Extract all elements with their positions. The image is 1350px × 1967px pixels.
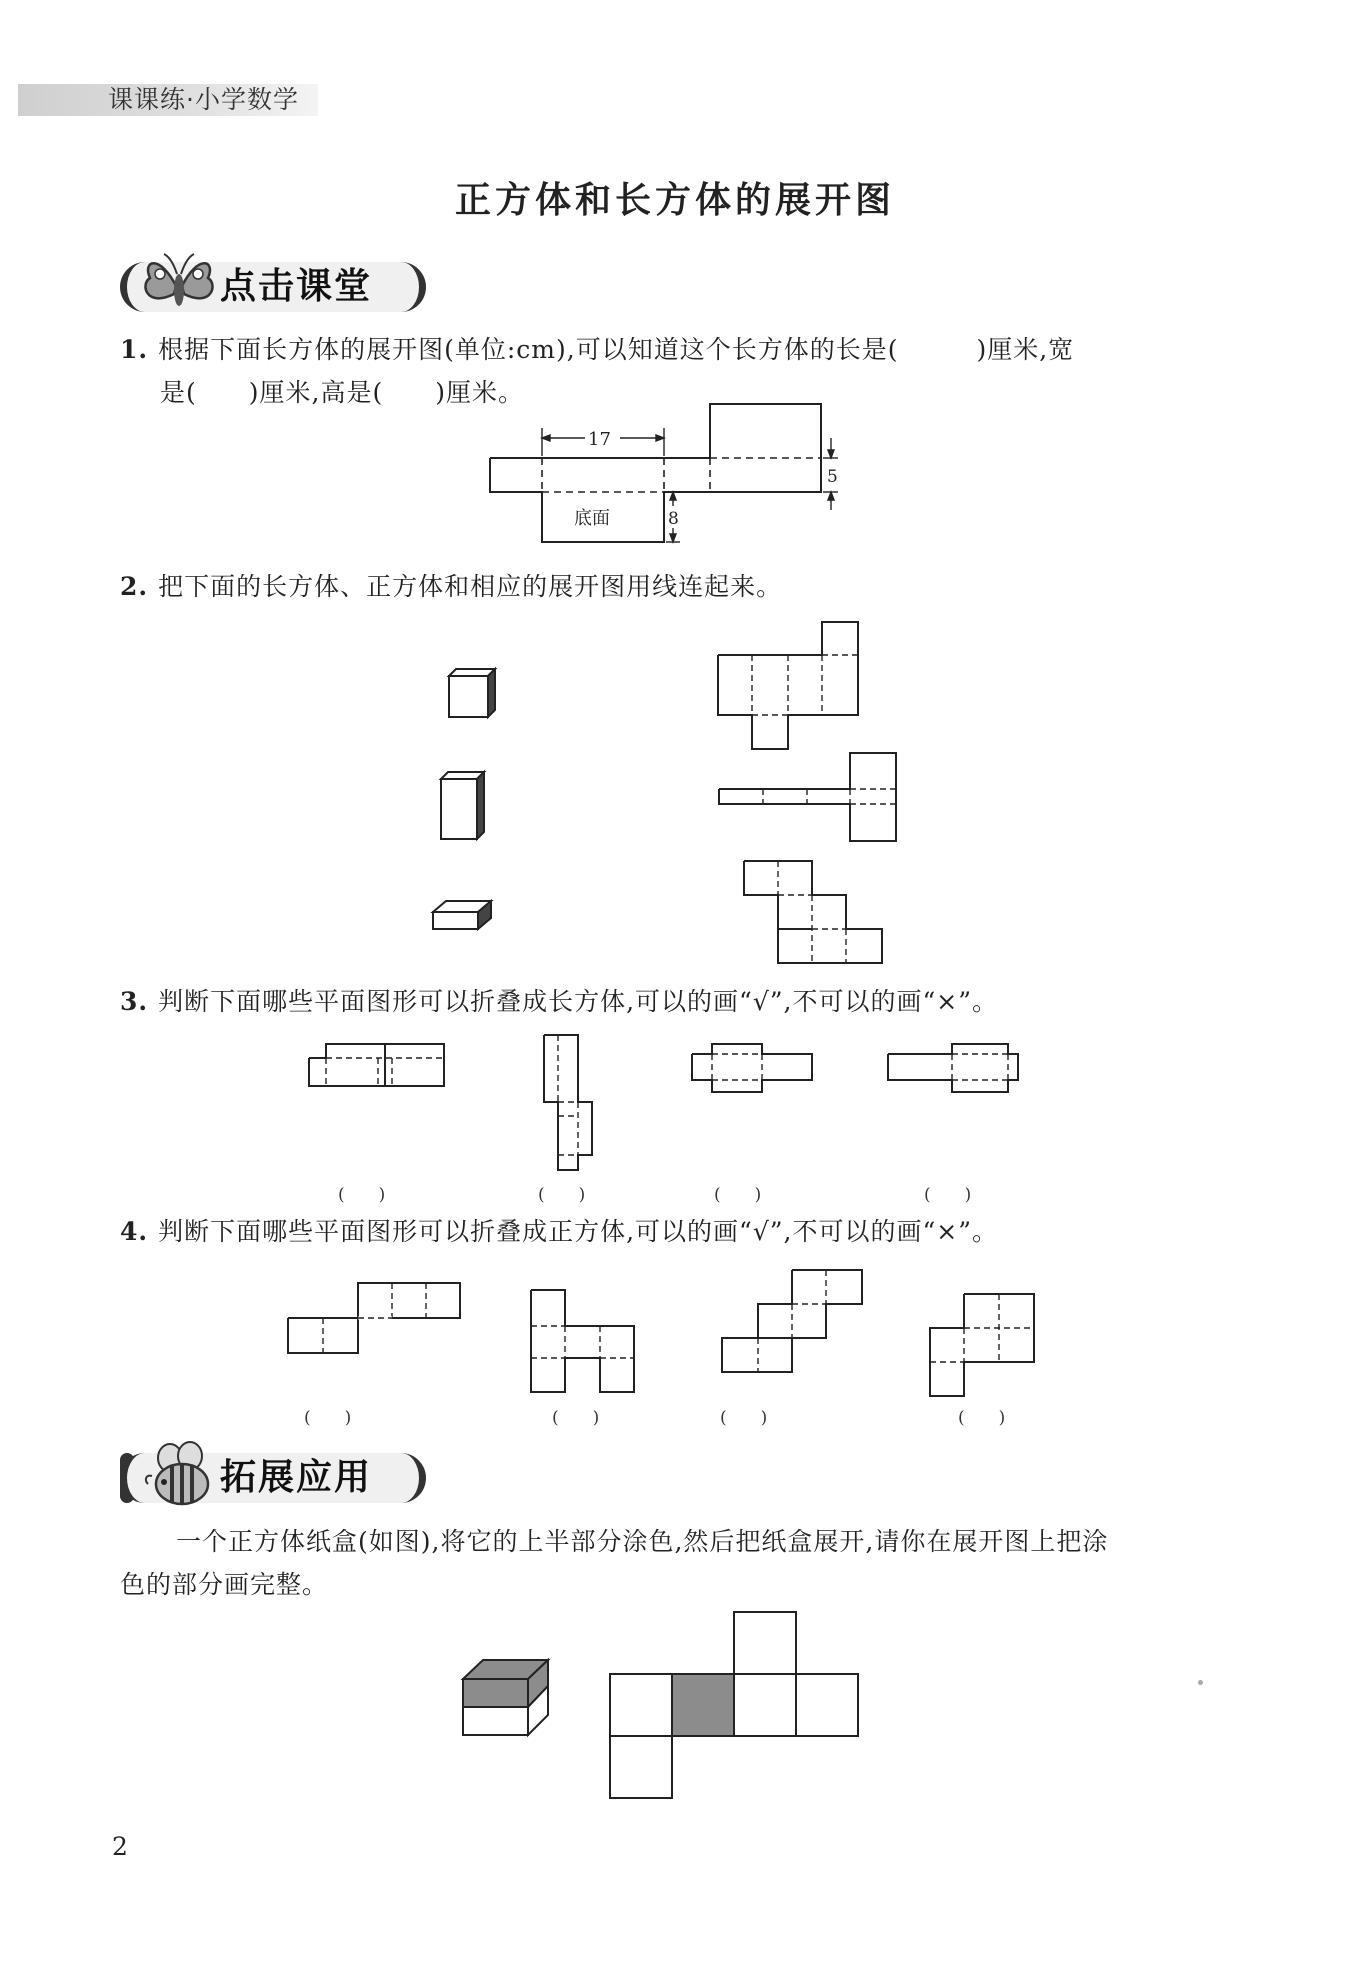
page-title: 正方体和长方体的展开图 [454,180,895,221]
extension-line1: 一个正方体纸盒(如图),将它的上半部分涂色,然后把纸盒展开,请你在展开图上把涂 [176,1527,1109,1556]
book-title: 课课练·小学数学 [108,85,299,114]
question-2 [120,565,782,608]
cube-solid [440,665,500,725]
tall-cuboid-solid [434,767,494,845]
bottom-face-label: 底面 [574,508,610,529]
section-label-classroom: 点击课堂 [220,266,373,307]
q3-answer-blank-2[interactable]: ( ) [538,1185,586,1205]
question-text: 根据下面长方体的展开图(单位:cm),可以知道这个长方体的长是( )厘米,宽 [158,335,1075,364]
q4-answer-blank-2[interactable]: ( ) [552,1408,600,1428]
q4-answer-blank-4[interactable]: ( ) [958,1408,1006,1428]
dim-length-label: 17 [588,429,611,450]
bee-icon [142,1440,218,1510]
flat-cuboid-solid [428,896,498,936]
question-3 [120,980,998,1023]
q3-net-c [688,1042,818,1097]
q2-net-c [738,857,888,969]
extension-line2: 色的部分画完整。 [120,1570,329,1599]
butterfly-icon [140,248,218,318]
question-text: 判断下面哪些平面图形可以折叠成正方体,可以的画“√”,不可以的画“×”。 [158,1217,999,1246]
question-4 [120,1210,998,1253]
extension-net [604,1608,864,1803]
q3-answer-blank-3[interactable]: ( ) [714,1185,762,1205]
q4-answer-blank-1[interactable]: ( ) [304,1408,352,1428]
question-number: 1. [120,335,149,364]
q4-answer-blank-3[interactable]: ( ) [720,1408,768,1428]
q2-net-b [715,748,900,845]
dim-width-label: 8 [668,509,679,529]
q3-net-a [306,1040,451,1090]
question-1-line1 [120,328,1074,371]
question-number: 2. [120,572,149,601]
q4-net-d [926,1290,1041,1402]
question-text: 把下面的长方体、正方体和相应的展开图用线连起来。 [158,572,783,601]
page-number: 2 [112,1832,128,1861]
q1-net-figure [480,398,850,550]
painted-cube [458,1655,554,1755]
question-text: 判断下面哪些平面图形可以折叠成长方体,可以的画“√”,不可以的画“×”。 [158,987,999,1016]
q4-net-b [526,1286,641,1396]
q3-net-b [538,1030,598,1175]
q2-net-a [712,617,862,752]
q3-answer-blank-4[interactable]: ( ) [924,1185,972,1205]
q4-net-c [718,1266,868,1378]
q4-net-a [284,1278,464,1358]
section-label-extension: 拓展应用 [220,1457,373,1498]
q3-answer-blank-1[interactable]: ( ) [338,1185,386,1205]
speck [1198,1680,1203,1685]
question-number: 4. [120,1217,149,1246]
question-1-line2: 是( )厘米,高是( )厘米。 [160,378,524,407]
question-number: 3. [120,987,149,1016]
q3-net-d [884,1042,1024,1097]
dim-height-label: 5 [827,467,838,487]
